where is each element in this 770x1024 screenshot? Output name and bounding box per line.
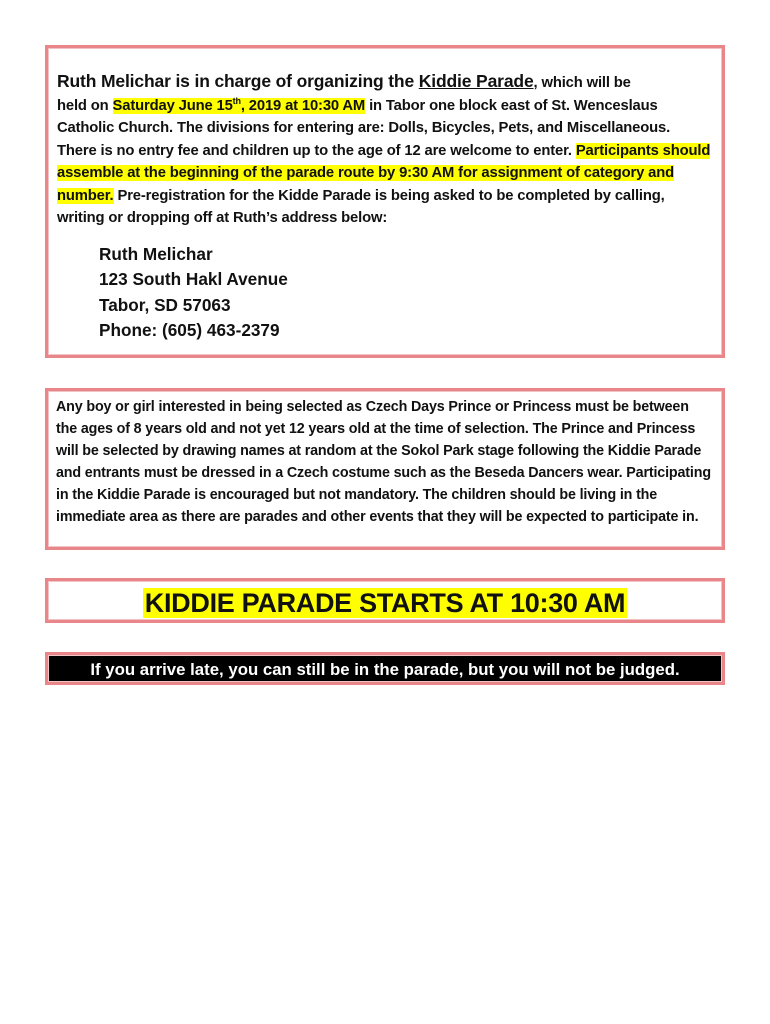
preregistration-text: Pre-registration for the Kidde Parade is being asked to be completed by calling, writing or dropping off at Ruth’s address below: xyxy=(57,187,665,226)
start-time-banner: KIDDIE PARADE STARTS AT 10:30 AM xyxy=(144,588,626,618)
address-city: Tabor, SD 57063 xyxy=(99,294,231,315)
event-date-time: , 2019 at 10:30 AM xyxy=(240,97,366,114)
address-phone: Phone: (605) 463-2379 xyxy=(99,320,280,340)
start-time-box xyxy=(45,578,725,623)
prince-princess-box xyxy=(45,388,725,550)
event-date-suffix: th xyxy=(232,95,241,106)
organizer-intro: Ruth Melichar is in charge of organizing the xyxy=(57,71,419,91)
prince-princess-paragraph: Any boy or girl interested in being selected as Czech Days Prince or Princess must be between the ages of 8 years old and not yet 12 years old at the time of selection. The Prince and Princess will be selected by drawing names at random at the Sokol Park stage following the Kiddie Parade and entrants must be dressed in a Czech costume such as the Beseda Dancers wear. Participating in the Kiddie Parade is encouraged but not mandatory. The children should be living in the immediate area as there are parades and other events that they will be expected to participate in. xyxy=(56,399,711,525)
event-date-highlight xyxy=(112,95,366,114)
parade-info-box xyxy=(45,45,725,358)
held-on-text: held on xyxy=(57,97,113,114)
organizer-address xyxy=(99,242,712,344)
assembly-instructions: Participants should assemble at the beginning of the parade route by 9:30 AM for assignment of category and number. xyxy=(57,142,711,204)
location-text: in Tabor one block east of St. Wenceslaus Catholic Church. The divisions for entering are: Dolls, Bicycles, Pets, and Miscellaneous. There is no entry fee and children up to the age of 12 are welcome to enter. xyxy=(57,97,671,159)
intro-tail: , which will be xyxy=(533,75,631,91)
event-name: Kiddie Parade xyxy=(418,71,534,91)
late-notice-text: If you arrive late, you can still be in the parade, but you will not be judged. xyxy=(90,660,680,679)
address-name: Ruth Melichar xyxy=(99,243,213,264)
parade-info-paragraph xyxy=(57,70,712,230)
address-street: 123 South Hakl Avenue xyxy=(99,269,288,289)
late-notice-box xyxy=(45,652,725,685)
event-date-day: Saturday June 15 xyxy=(112,97,233,114)
